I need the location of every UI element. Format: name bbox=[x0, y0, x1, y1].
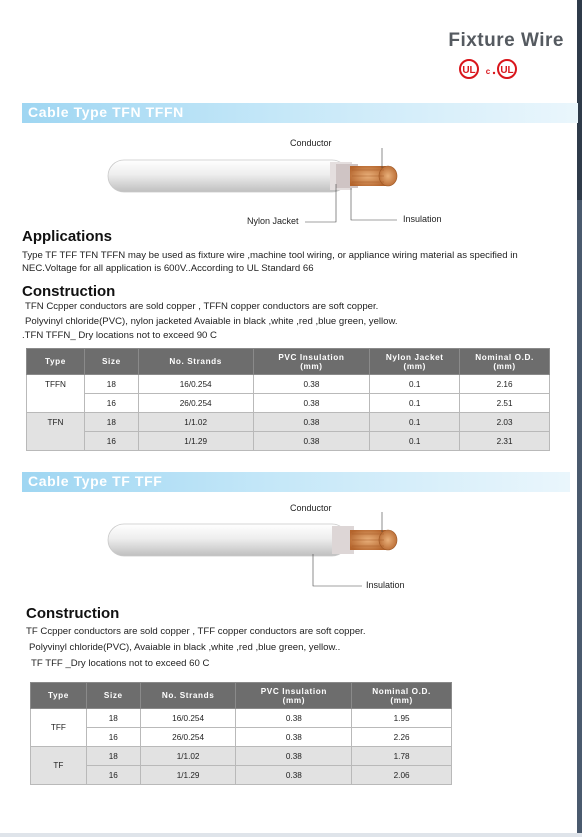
table-cell: 0.38 bbox=[236, 709, 352, 728]
table-row bbox=[31, 747, 452, 766]
insulation-label: Insulation bbox=[366, 580, 405, 590]
table-cell: 16 bbox=[86, 728, 140, 747]
construction-heading: Construction bbox=[22, 283, 116, 300]
table-row bbox=[27, 375, 550, 394]
spec-table-tf bbox=[30, 682, 452, 785]
table-cell: 1/1.29 bbox=[140, 766, 236, 785]
ul-certification-logo bbox=[458, 58, 520, 80]
wire-diagram-tf bbox=[100, 512, 410, 594]
col-header: No. Strands bbox=[140, 683, 236, 709]
type-cell: TFFN bbox=[27, 375, 85, 413]
table-cell: 0.38 bbox=[253, 375, 370, 394]
section-title: Cable Type TFN TFFN bbox=[28, 104, 184, 120]
table-cell: 0.38 bbox=[253, 394, 370, 413]
table-row bbox=[31, 709, 452, 728]
construction-line: Polyvinyl chloride(PVC), nylon jacketed Avaiable in black ,white ,red ,blue green, yellow. bbox=[25, 316, 398, 327]
type-cell: TFN bbox=[27, 413, 85, 451]
table-cell: 18 bbox=[84, 375, 138, 394]
table-row bbox=[27, 413, 550, 432]
table-cell: 0.1 bbox=[370, 375, 460, 394]
type-cell: TF bbox=[31, 747, 87, 785]
conductor-label: Conductor bbox=[290, 138, 332, 148]
table-cell: 16 bbox=[84, 432, 138, 451]
section-band-tf-tff bbox=[22, 472, 570, 492]
col-header: Type bbox=[31, 683, 87, 709]
col-header: Nylon Jacket (mm) bbox=[370, 349, 460, 375]
table-cell: 1.78 bbox=[352, 747, 452, 766]
section-title: Cable Type TF TFF bbox=[28, 473, 163, 489]
table-row bbox=[31, 728, 452, 747]
applications-heading: Applications bbox=[22, 228, 113, 245]
construction-line: TF TFF _Dry locations not to exceed 60 C bbox=[31, 658, 210, 669]
col-header: Size bbox=[86, 683, 140, 709]
right-edge-bar-dark bbox=[577, 0, 582, 200]
table-cell: 0.38 bbox=[236, 747, 352, 766]
table-cell: 2.51 bbox=[460, 394, 550, 413]
table-cell: 16/0.254 bbox=[140, 709, 236, 728]
table-cell: 0.38 bbox=[253, 432, 370, 451]
table-header-row bbox=[27, 349, 550, 375]
table-cell: 2.03 bbox=[460, 413, 550, 432]
table-cell: 2.16 bbox=[460, 375, 550, 394]
construction-line: Polyvinyl chloride(PVC), Avaiable in black ,white ,red ,blue green, yellow.. bbox=[29, 642, 341, 653]
construction-line: TFN Ccpper conductors are sold copper , TFFN copper conductors are soft copper. bbox=[25, 301, 379, 312]
svg-text:c: c bbox=[485, 67, 491, 76]
table-cell: 1/1.29 bbox=[138, 432, 253, 451]
table-cell: 26/0.254 bbox=[140, 728, 236, 747]
table-cell: 18 bbox=[84, 413, 138, 432]
table-cell: 2.06 bbox=[352, 766, 452, 785]
table-cell: 16 bbox=[84, 394, 138, 413]
svg-text:UL: UL bbox=[500, 65, 514, 76]
table-cell: 0.1 bbox=[370, 394, 460, 413]
table-cell: 18 bbox=[86, 709, 140, 728]
col-header: PVC Insulation (mm) bbox=[236, 683, 352, 709]
table-cell: 2.31 bbox=[460, 432, 550, 451]
table-cell: 18 bbox=[86, 747, 140, 766]
col-header: Type bbox=[27, 349, 85, 375]
table-cell: 0.38 bbox=[236, 766, 352, 785]
col-header: Nominal O.D. (mm) bbox=[460, 349, 550, 375]
construction-heading: Construction bbox=[26, 605, 120, 622]
table-cell: 0.38 bbox=[236, 728, 352, 747]
col-header: Nominal O.D. (mm) bbox=[352, 683, 452, 709]
spec-table-tfn bbox=[26, 348, 550, 451]
table-cell: 16 bbox=[86, 766, 140, 785]
table-cell: 1/1.02 bbox=[138, 413, 253, 432]
table-cell: 26/0.254 bbox=[138, 394, 253, 413]
table-header-row bbox=[31, 683, 452, 709]
page-title: Fixture Wire bbox=[448, 30, 564, 51]
table-cell: 0.38 bbox=[253, 413, 370, 432]
table-cell: 1.95 bbox=[352, 709, 452, 728]
bottom-strip bbox=[0, 833, 582, 837]
table-row bbox=[27, 432, 550, 451]
table-cell: 1/1.02 bbox=[140, 747, 236, 766]
col-header: Size bbox=[84, 349, 138, 375]
insulation-label: Insulation bbox=[403, 214, 442, 224]
table-row bbox=[27, 394, 550, 413]
nylon-jacket-label: Nylon Jacket bbox=[247, 216, 299, 226]
construction-line: TF Ccpper conductors are sold copper , TFF copper conductors are soft copper. bbox=[26, 626, 366, 637]
table-cell: 0.1 bbox=[370, 413, 460, 432]
col-header: No. Strands bbox=[138, 349, 253, 375]
section-band-tfn-tffn bbox=[22, 103, 578, 123]
table-cell: 16/0.254 bbox=[138, 375, 253, 394]
col-header: PVC Insulation (mm) bbox=[253, 349, 370, 375]
type-cell: TFF bbox=[31, 709, 87, 747]
table-cell: 2.26 bbox=[352, 728, 452, 747]
table-row bbox=[31, 766, 452, 785]
table-cell: 0.1 bbox=[370, 432, 460, 451]
conductor-label: Conductor bbox=[290, 503, 332, 513]
svg-text:UL: UL bbox=[462, 65, 476, 76]
applications-text: Type TF TFF TFN TFFN may be used as fixture wire ,machine tool wiring, or appliance wiring material as specified in NEC.Voltage for all application is 600V..According to UL Standard 66 bbox=[22, 250, 518, 274]
construction-line: .TFN TFFN_ Dry locations not to exceed 90 C bbox=[22, 330, 217, 341]
